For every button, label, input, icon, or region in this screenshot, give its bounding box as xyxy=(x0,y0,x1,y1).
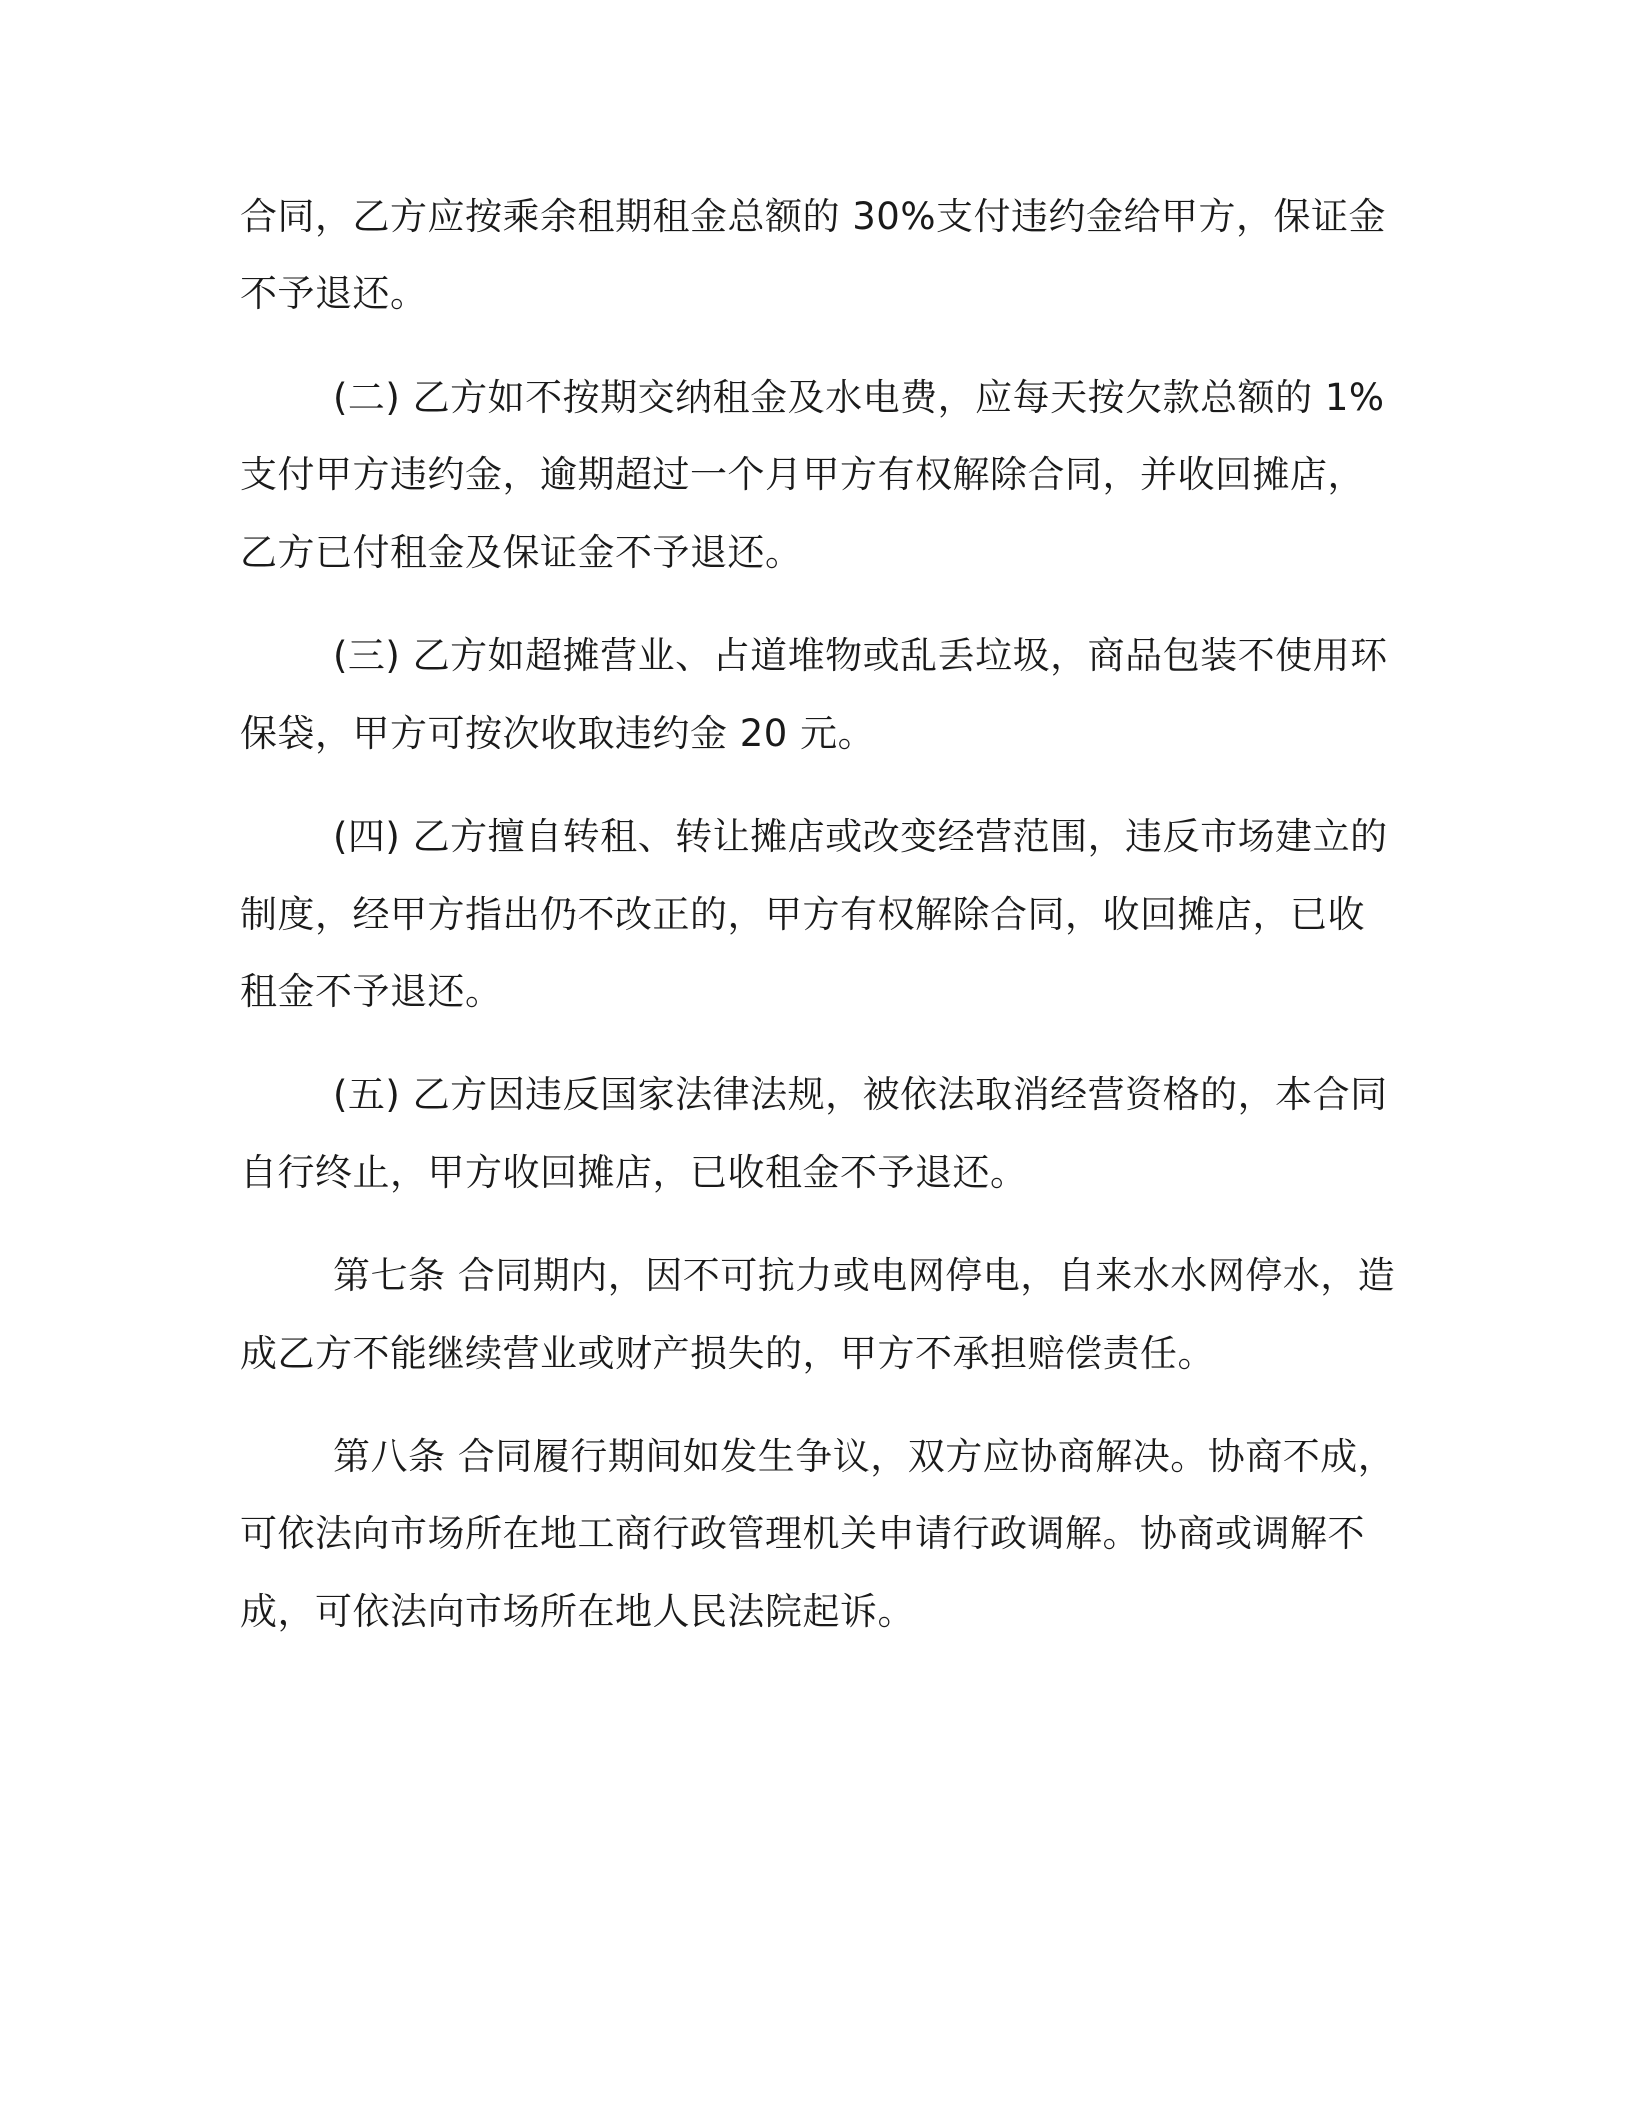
article-7-line: 第七条 合同期内，因不可抗力或电网停电，自来水水网停水，造 xyxy=(333,1254,1396,1297)
clause-4-line: 制度，经甲方指出仍不改正的，甲方有权解除合同，收回摊店，已收 xyxy=(240,893,1365,936)
article-8-line: 第八条 合同履行期间如发生争议，双方应协商解决。协商不成， xyxy=(333,1435,1396,1478)
clause-5-line: 自行终止，甲方收回摊店，已收租金不予退还。 xyxy=(240,1151,1028,1194)
clause-3-line: (三) 乙方如超摊营业、占道堆物或乱丢垃圾，商品包装不使用环 xyxy=(333,634,1388,677)
article-8-line: 可依法向市场所在地工商行政管理机关申请行政调解。协商或调解不 xyxy=(240,1512,1365,1555)
clause-3-line: 保袋，甲方可按次收取违约金 20 元。 xyxy=(240,712,876,755)
clause-4-line: 租金不予退还。 xyxy=(240,970,503,1013)
clause-5-line: (五) 乙方因违反国家法律法规，被依法取消经营资格的，本合同 xyxy=(333,1073,1388,1116)
clause-2-line: 乙方已付租金及保证金不予退还。 xyxy=(240,531,803,574)
clause-4-line: (四) 乙方擅自转租、转让摊店或改变经营范围，违反市场建立的 xyxy=(333,815,1388,858)
text-line: 不予退还。 xyxy=(240,272,428,315)
clause-2-line: (二) 乙方如不按期交纳租金及水电费，应每天按欠款总额的 1% xyxy=(333,376,1385,419)
article-8-line: 成，可依法向市场所在地人民法院起诉。 xyxy=(240,1590,915,1633)
text-line: 合同，乙方应按乘余租期租金总额的 30%支付违约金给甲方，保证金 xyxy=(240,195,1386,238)
article-7-line: 成乙方不能继续营业或财产损失的，甲方不承担赔偿责任。 xyxy=(240,1332,1215,1375)
clause-2-line: 支付甲方违约金，逾期超过一个月甲方有权解除合同，并收回摊店， xyxy=(240,453,1365,496)
